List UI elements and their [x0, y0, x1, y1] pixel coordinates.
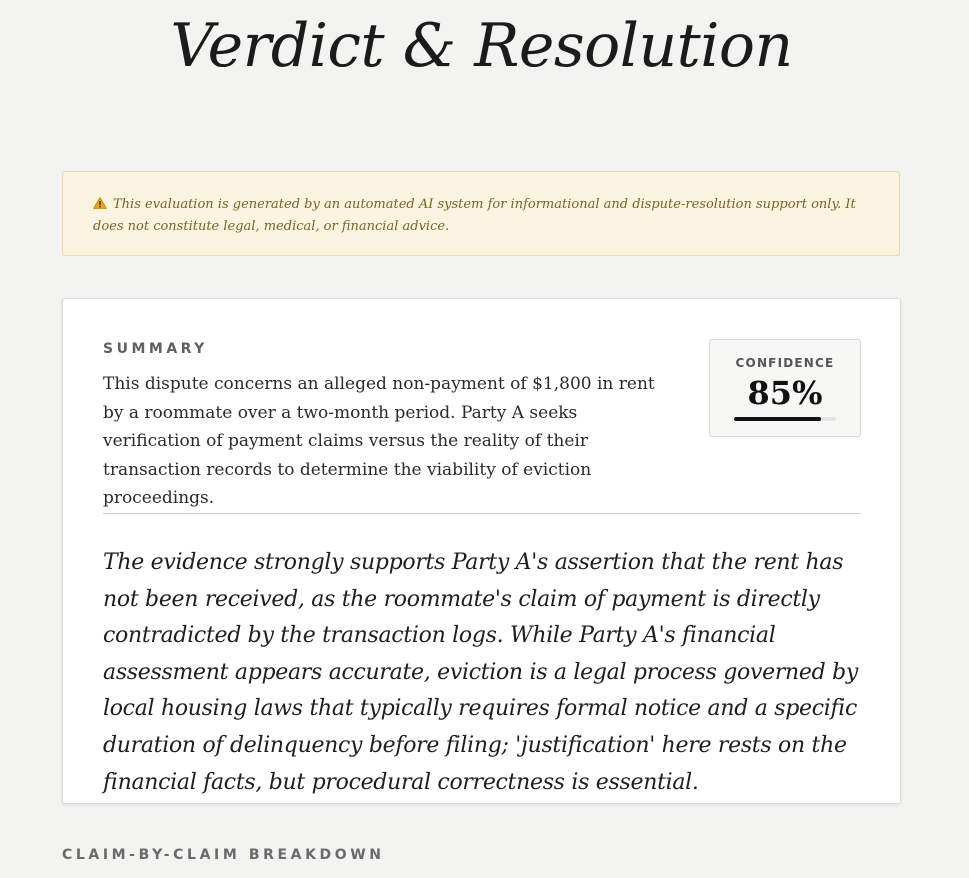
summary-label: SUMMARY: [103, 341, 208, 357]
summary-text: This dispute concerns an alleged non-payment of $1,800 in rent by a roommate over a two-month period. Party A seeks verification of payment claims versus the reality of their transaction records to determine the viability of eviction proceedings.: [103, 374, 655, 508]
page-title: Verdict & Resolution: [170, 11, 793, 81]
warning-icon: [93, 197, 107, 209]
disclaimer-text: This evaluation is generated by an automated AI system for informational and dispute-resolution support only. It does not constitute legal, medical, or financial advice.: [93, 197, 856, 234]
confidence-panel: [709, 339, 861, 437]
claim-breakdown-heading: CLAIM-BY-CLAIM BREAKDOWN: [62, 847, 385, 863]
disclaimer-banner: [62, 171, 900, 256]
confidence-bar-fill: [734, 417, 821, 421]
divider: [103, 513, 861, 514]
verdict-text: The evidence strongly supports Party A's assertion that the rent has not been received, as the roommate's claim of payment is directly contradicted by the transaction logs. While Party A's financial assessment appears accurate, eviction is a legal process governed by local housing laws that typically requires formal notice and a specific duration of delinquency before filing; 'justification' here rests on the financial facts, but procedural correctness is essential.: [103, 550, 859, 795]
confidence-value: 85%: [747, 374, 823, 412]
confidence-bar: [734, 417, 836, 421]
verdict-card: [62, 298, 901, 804]
confidence-label: CONFIDENCE: [735, 356, 835, 370]
